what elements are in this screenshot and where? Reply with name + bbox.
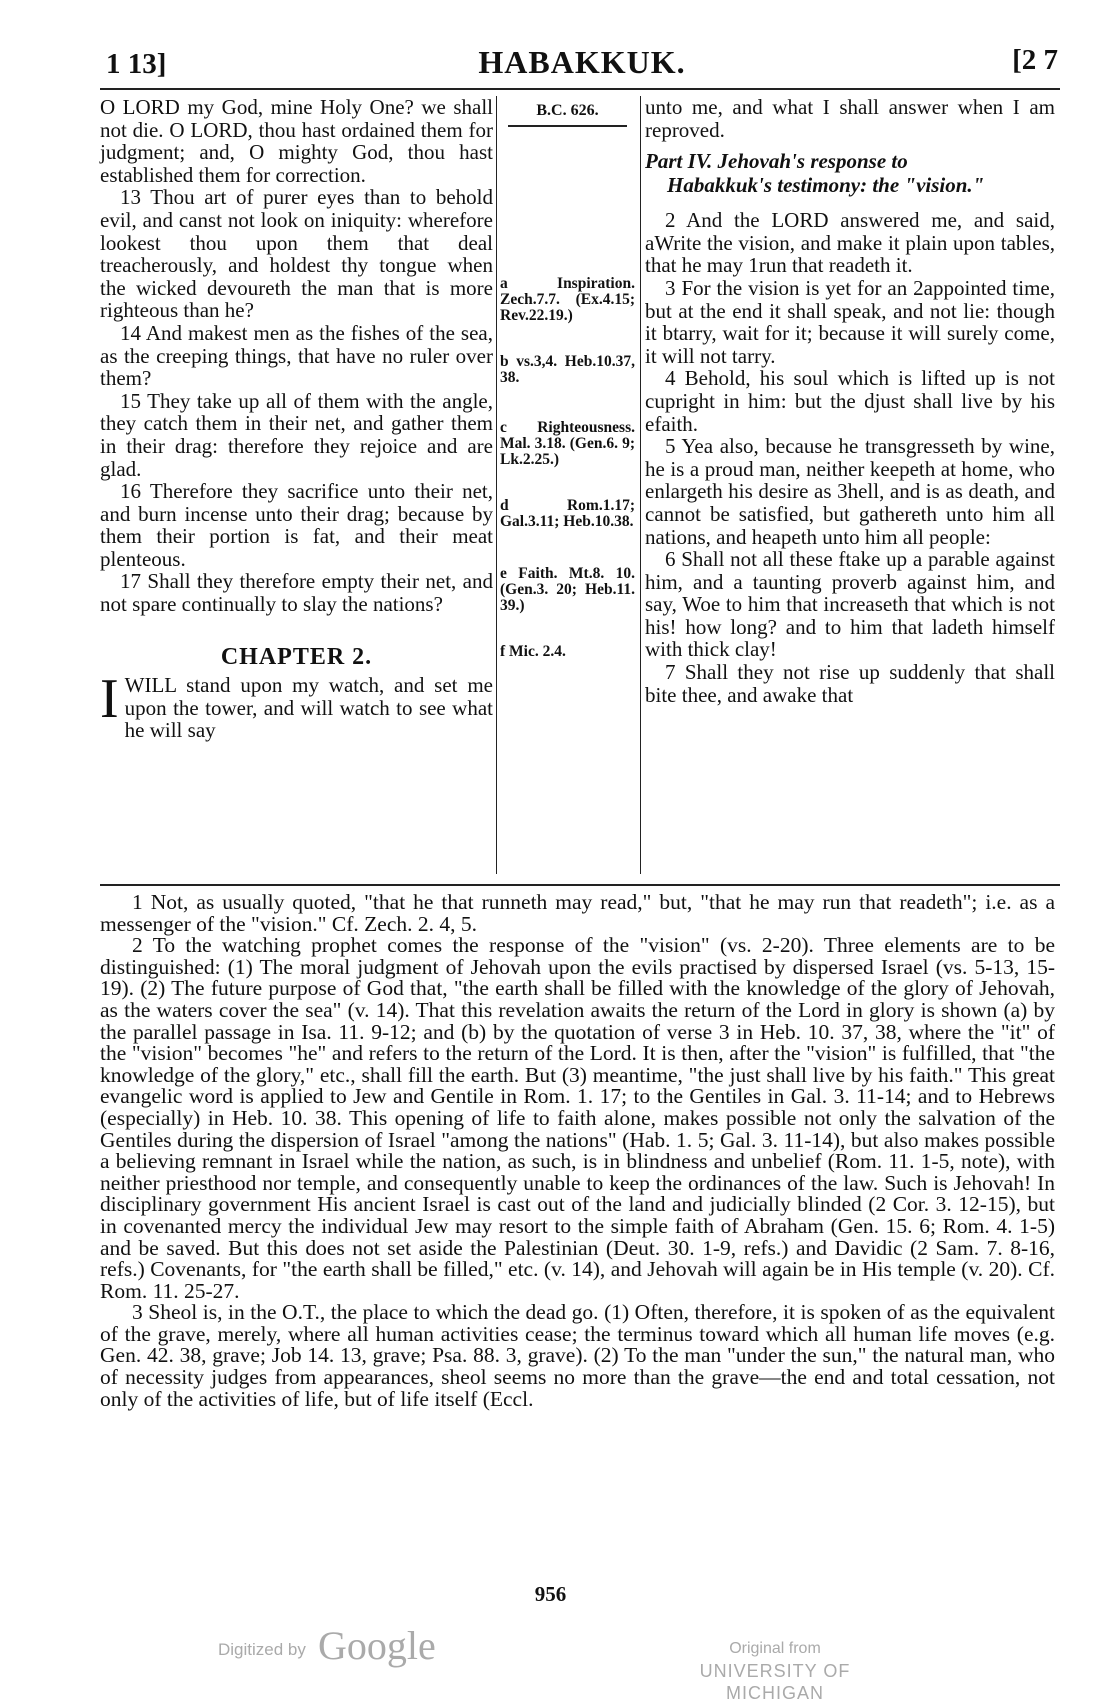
- chapter-2-verse-1: [100, 668, 493, 743]
- drop-cap: I: [100, 668, 119, 731]
- reference-column: [500, 96, 635, 660]
- verse-5: 5 Yea also, because he transgresseth by wine, he is a proud man, neither keepeth at home, who enlargeth his desire as 3hell, and is as death, and cannot be satisfied, but gathereth unto him all nations, and heapeth unto him all people:: [645, 434, 1055, 549]
- section-heading-line-2: Habakkuk's testimony: the "vision.": [667, 173, 985, 198]
- verse-6: 6 Shall not all these ftake up a parable against him, and a taunting proverb against him, and say, Woe to him that increaseth that which is not his! how long? and to him that ladeth himself with thick clay!: [645, 547, 1055, 662]
- header-verse-end: [2 7: [1012, 44, 1058, 76]
- footnote-3: 3 Sheol is, in the O.T., the place to which the dead go. (1) Often, therefore, it is spoken of as the equivalent of the grave, merely, where all human activities cease; the terminus toward which all human life moves (e.g. Gen. 42. 38, grave; Job 14. 13, grave; Psa. 88. 3, grave). (2) To the man "under the sun," the natural man, who of necessity judges from appearances, sheol seems no more than the grave—the end and total cessation, not only of the activities of life, but of life itself (Eccl.: [100, 1300, 1055, 1411]
- verse-7: 7 Shall they not rise up suddenly that shall bite thee, and awake that: [645, 660, 1055, 707]
- column-divider-left: [496, 96, 497, 874]
- reference-f: f Mic. 2.4.: [500, 643, 566, 660]
- header-rule: [100, 88, 1060, 90]
- chapter-heading: CHAPTER 2.: [220, 643, 373, 670]
- reference-a: a Inspiration. Zech.7.7. (Ex.4.15; Rev.22.19.): [500, 275, 635, 324]
- verse-1-continuation: unto me, and what I shall answer when I am reproved.: [645, 95, 1055, 142]
- verse-13: 13 Thou art of purer eyes than to behold evil, and canst not look on iniquity: wherefore lookest thou upon them that deal treacherously, and holdest thy tongue when the wicked devoureth the man that is more righteous than he?: [100, 185, 493, 323]
- page-number: 956: [534, 1582, 567, 1606]
- footnote-1: 1 Not, as usually quoted, "that he that runneth may read," but, "that he may run that readeth"; i.e. as a messenger of the "vision." Cf. Zech. 2. 4, 5.: [100, 890, 1055, 936]
- right-text-column: [645, 96, 1055, 706]
- source-watermark: [655, 1638, 895, 1704]
- verse-17: 17 Shall they therefore empty their net, and not spare continually to slay the nations?: [100, 569, 493, 617]
- column-divider-right: [640, 96, 641, 874]
- verse-3: 3 For the vision is yet for an 2appointed time, but at the end it shall speak, and not lie: though it btarry, wait for it; because it will surely come, it will not tarry.: [645, 275, 1055, 368]
- header-verse-start: 1 13]: [106, 48, 167, 80]
- verse-16: 16 Therefore they sacrifice unto their net, and burn incense unto their drag; because by them their portion is fat, and their meat plenteous.: [100, 479, 493, 571]
- section-heading-line-1: Part IV. Jehovah's response to: [645, 149, 908, 174]
- footnotes: [100, 892, 1055, 1410]
- reference-e: e Faith. Mt.8. 10. (Gen.3. 20; Heb.11. 39.): [500, 565, 635, 614]
- original-from-label: Original from: [729, 1640, 821, 1657]
- verse-12-continuation: O LORD my God, mine Holy One? we shall not die. O LORD, thou hast ordained them for judgment; and, O mighty God, thou hast established them for correction.: [100, 95, 493, 187]
- reference-c: c Righteousness. Mal. 3.18. (Gen.6. 9; Lk.2.25.): [500, 419, 635, 468]
- verse-4: 4 Behold, his soul which is lifted up is not cupright in him: but the djust shall live by his efaith.: [645, 366, 1055, 436]
- verse-2: 2 And the LORD answered me, and said, aWrite the vision, and make it plain upon tables, that he may 1run that readeth it.: [645, 208, 1055, 278]
- verse-1-text: WILL stand upon my watch, and set me upon the tower, and will watch to see what he will say: [124, 673, 493, 743]
- google-logo: Google: [318, 1623, 436, 1668]
- university-label: UNIVERSITY OF MICHIGAN: [699, 1661, 851, 1703]
- digitized-by-label: Digitized by: [218, 1640, 306, 1659]
- verse-15: 15 They take up all of them with the angle, they catch them in their net, and gather them in their drag: therefore they rejoice and are glad.: [100, 388, 493, 481]
- date-label: B.C. 626.: [508, 100, 627, 127]
- footnote-rule: [100, 884, 1060, 886]
- reference-b: b vs.3,4. Heb.10.37, 38.: [500, 353, 635, 386]
- page-header: [106, 44, 1058, 84]
- reference-d: d Rom.1.17; Gal.3.11; Heb.10.38.: [500, 497, 635, 530]
- header-book-title: HABAKKUK.: [478, 44, 686, 80]
- verse-14: 14 And makest men as the fishes of the sea, as the creeping things, that have no ruler over them?: [100, 320, 493, 391]
- section-heading: [645, 149, 1055, 197]
- left-text-column: [100, 96, 493, 742]
- footnote-2: 2 To the watching prophet comes the response of the "vision" (vs. 2-20). Three elements are to be distinguished: (1) The moral judgment of Jehovah upon the evils practised by dispersed Israel (vs. 5-13, 15-19). (2) The future purpose of God that, "the earth shall be filled with the knowledge of the glory of Jehovah, as the waters cover the sea" (v. 14). That this revelation awaits the return of the Lord in glory is shown (a) by the parallel passage in Isa. 11. 9-12; and (b) by the quotation of verse 3 in Heb. 10. 37, 38, where the "it" of the "vision" becomes "he" and refers to the return of the Lord. It is then, after the "vision" is fulfilled, that "the knowledge of the glory," etc., shall fill the earth. But (3) meantime, "the just shall live by his faith." This great evangelic word is applied to Jew and Gentile in Rom. 1. 17; to the Gentiles in Gal. 3. 11-14; and to Hebrews (especially) in Heb. 10. 38. This opening of life to faith alone, makes possible not only the salvation of the Gentiles during the dispersion of Israel "among the nations" (Hab. 1. 5; Gal. 3. 11-14), but also makes possible a believing remnant in Israel while the nation, as such, is in blindness and unbelief (Rom. 11. 1-5, note), with neither priesthood nor temple, and consequently unable to keep the ordinances of the law. Such is Jehovah! In disciplinary government His ancient Israel is cast out of the land and judicially blinded (2 Cor. 3. 12-15), but in covenanted mercy the individual Jew may resort to the simple faith of Abraham (Gen. 15. 6; Rom. 4. 1-5) and be saved. But this does not set aside the Palestinian (Deut. 30. 1-9, refs.) and Davidic (2 Sam. 7. 8-16, refs.) Covenants, for "the earth shall be filled," etc. (v. 14), and Jehovah will again be in His temple (v. 20). Cf. Rom. 11. 25-27.: [100, 933, 1055, 1303]
